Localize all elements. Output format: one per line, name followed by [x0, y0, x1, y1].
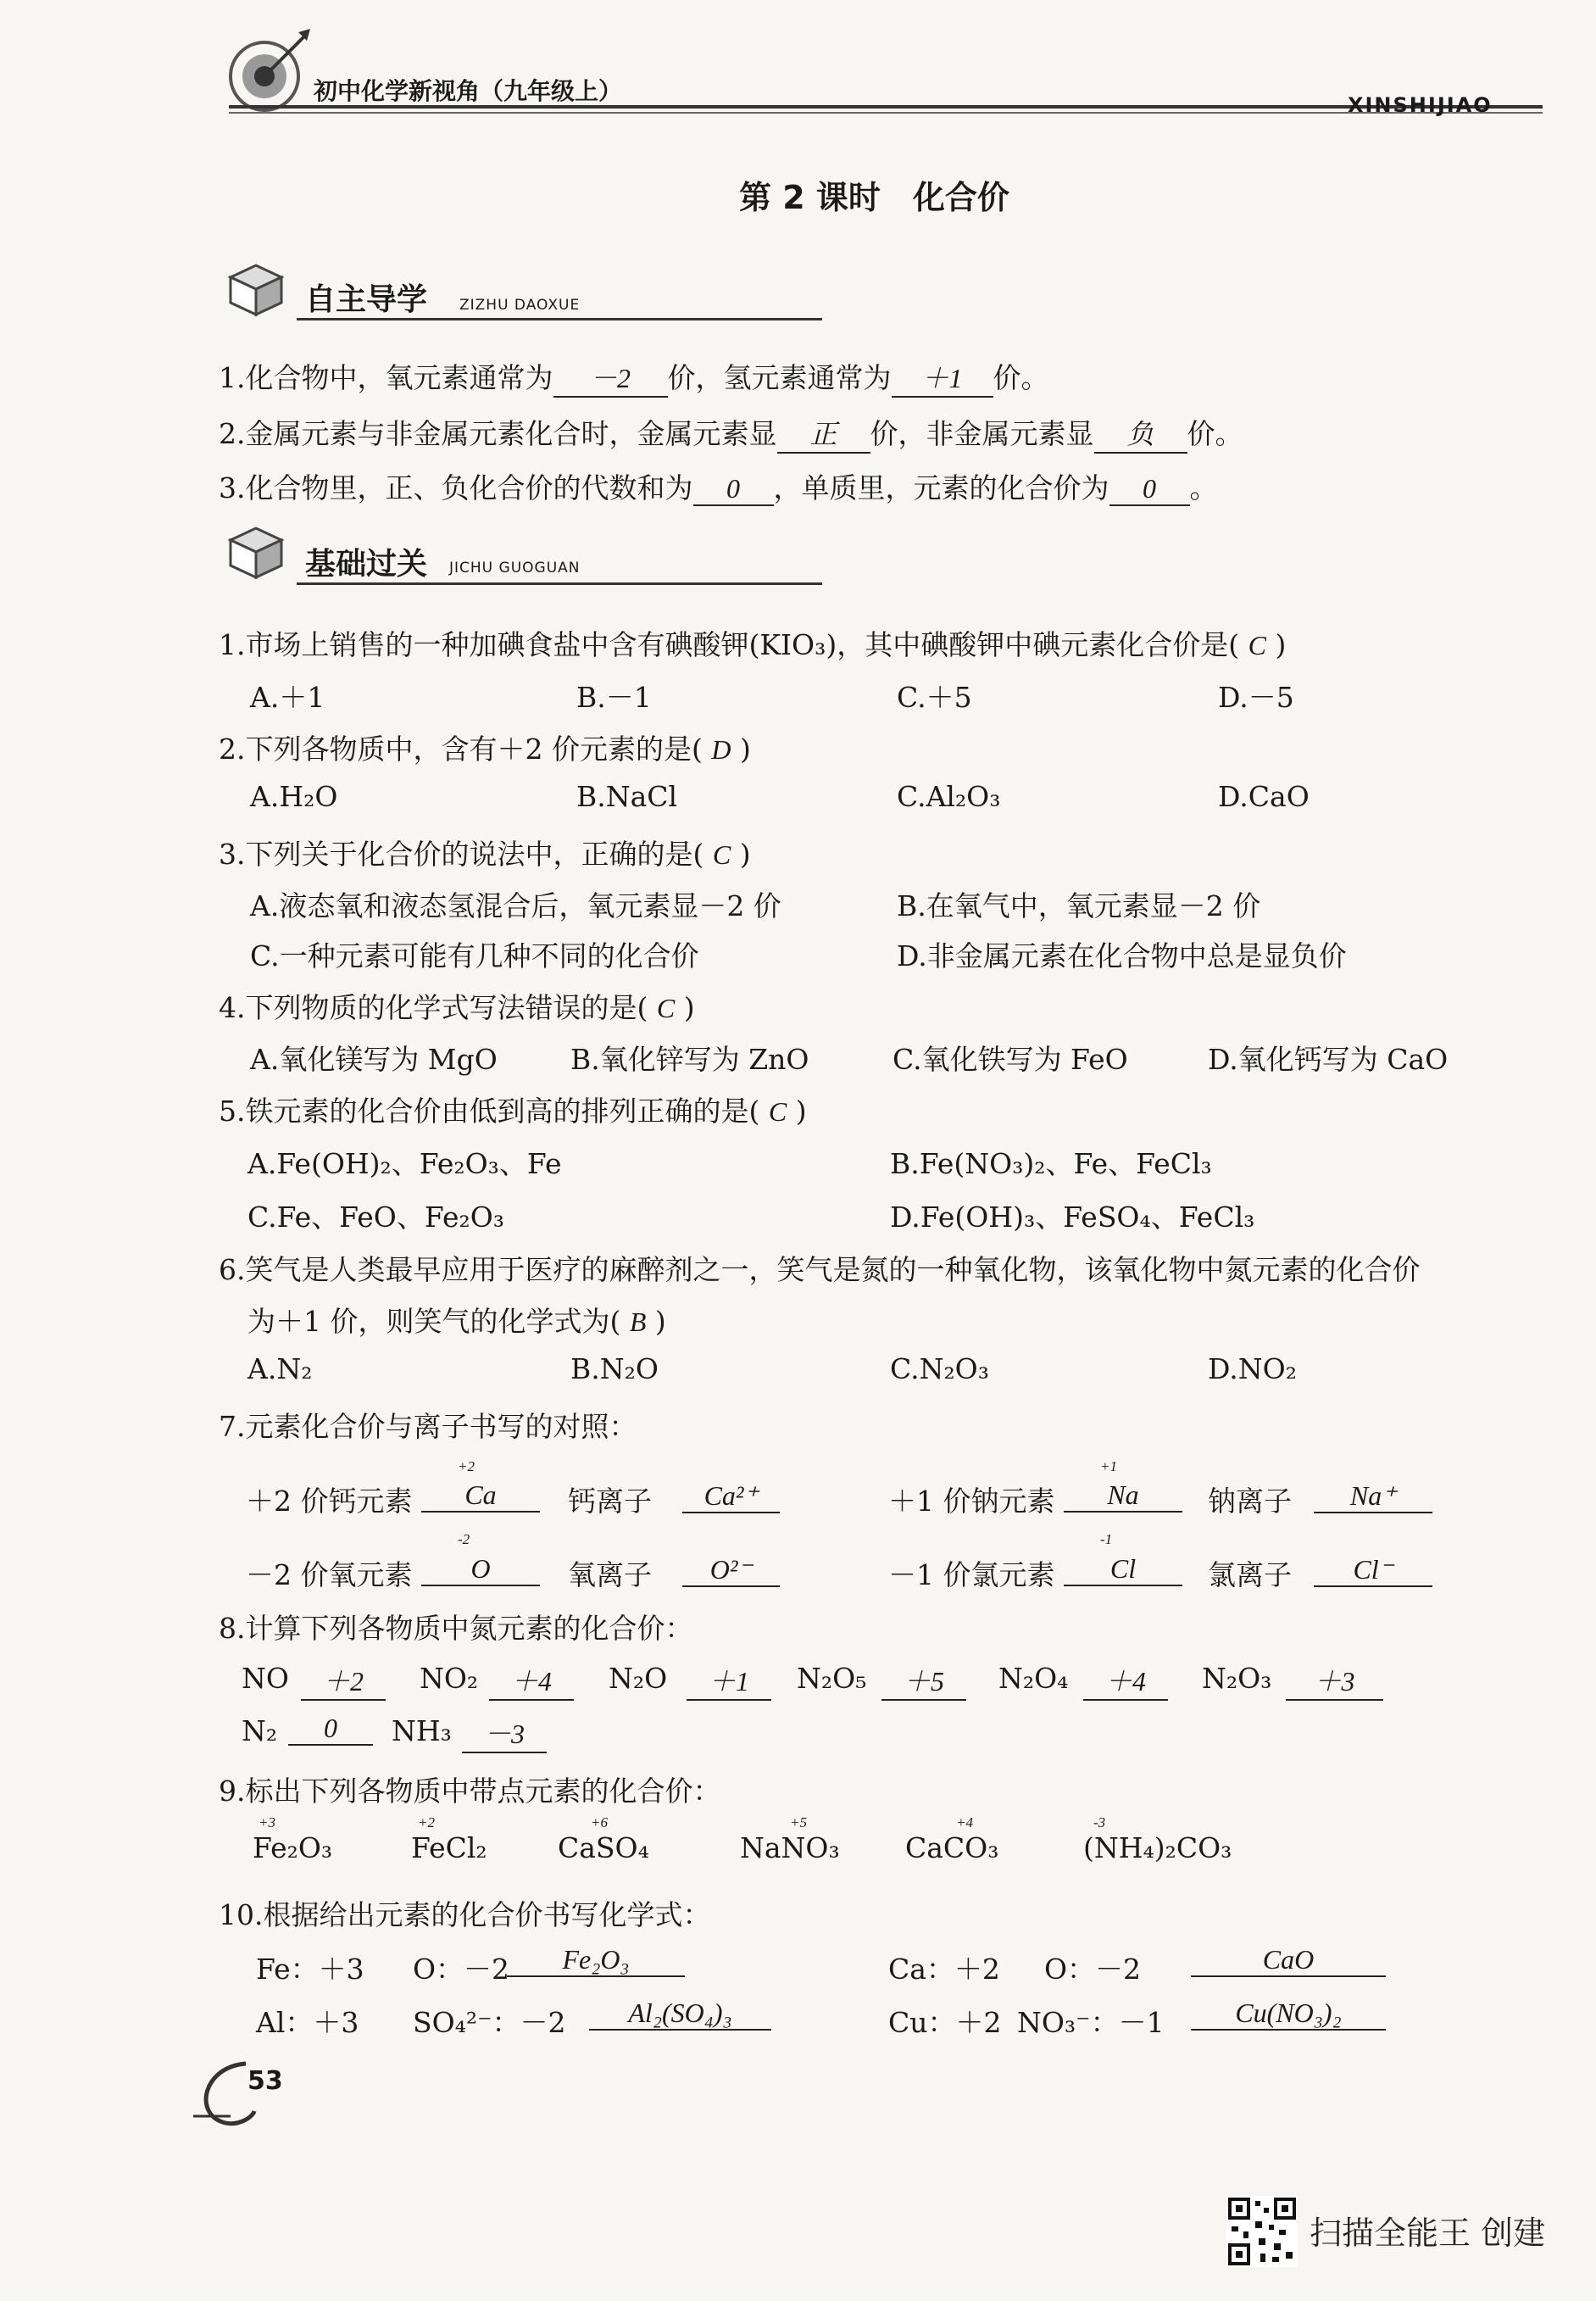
q2-option-a[interactable]: A.H₂O — [250, 780, 338, 813]
q9-formula: FeCl₂ — [411, 1831, 487, 1864]
q6-stem-line2: 为＋1 价，则笑气的化学式为( B ) — [247, 1305, 666, 1338]
q10-given-a: Al：＋3 — [256, 2006, 359, 2039]
q2-stem: 2.下列各物质中，含有＋2 价元素的是( D ) — [219, 733, 751, 766]
valence-mark: +2 — [418, 1814, 435, 1830]
q8-formula: N₂O₃ — [1202, 1662, 1272, 1695]
q10-given-b: SO₄²⁻：－2 — [413, 2006, 566, 2039]
q5-option-a[interactable]: A.Fe(OH)₂、Fe₂O₃、Fe — [247, 1147, 562, 1180]
section2-subtitle: JICHU GUOGUAN — [449, 560, 581, 577]
q5-option-c[interactable]: C.Fe、FeO、Fe₂O₃ — [247, 1201, 504, 1234]
q10-given-a: Cu：＋2 — [888, 2006, 1002, 2039]
q1-stem: 1.市场上销售的一种加碘食盐中含有碘酸钾(KIO₃)，其中碘酸钾中碘元素化合价是( C ) — [219, 628, 1287, 661]
qr-code-icon — [1226, 2196, 1298, 2267]
q3-option-b[interactable]: B.在氧气中，氧元素显－2 价 — [897, 889, 1261, 922]
q10-given-a: Ca：＋2 — [888, 1953, 1000, 1986]
answer-blank[interactable]: ＋2 — [301, 1660, 386, 1701]
q3-option-a[interactable]: A.液态氧和液态氢混合后，氧元素显－2 价 — [250, 889, 781, 922]
s1-item-1: 1.化合物中，氧元素通常为 －2 价，氢元素通常为 ＋1 价。 — [219, 356, 1049, 398]
answer-blank[interactable]: O — [421, 1553, 540, 1586]
q1-option-d[interactable]: D.－5 — [1218, 681, 1294, 714]
answer-blank[interactable]: －3 — [462, 1713, 547, 1753]
answer-blank[interactable]: Cu(NO₃)₂ — [1191, 1997, 1386, 2031]
q10-given-b: NO₃⁻：－1 — [1017, 2006, 1165, 2039]
q4-stem: 4.下列物质的化学式写法错误的是( C ) — [219, 991, 695, 1024]
q1-option-c[interactable]: C.＋5 — [897, 681, 972, 714]
answer-blank[interactable]: 0 — [288, 1713, 373, 1746]
section2-rule — [297, 582, 822, 585]
answer-blank[interactable]: Na — [1064, 1479, 1182, 1513]
s1-item-2: 2.金属元素与非金属元素化合时，金属元素显 正 价，非金属元素显 负 价。 — [219, 412, 1243, 454]
q8-formula: NH₃ — [392, 1714, 452, 1747]
answer-blank[interactable]: Ca — [421, 1479, 540, 1513]
q7-label: ＋2 价钙元素 — [246, 1485, 413, 1518]
answer-blank[interactable]: Cl — [1064, 1553, 1182, 1586]
q6-option-a[interactable]: A.N₂ — [247, 1352, 313, 1385]
scanner-watermark: 扫描全能王 创建 — [1310, 2215, 1546, 2252]
q7-label: 氯离子 — [1208, 1558, 1292, 1591]
answer-blank[interactable]: Fe₂O₃ — [507, 1944, 685, 1977]
q10-given-a: Fe：＋3 — [256, 1953, 364, 1986]
book-title: 初中化学新视角（九年级上） — [314, 77, 623, 105]
answer-blank[interactable]: 0 — [1109, 473, 1190, 506]
answer-blank[interactable]: ＋3 — [1286, 1660, 1383, 1701]
answer-blank[interactable]: Na⁺ — [1314, 1479, 1432, 1513]
cube-icon — [222, 521, 286, 581]
answer-blank[interactable]: 负 — [1094, 413, 1187, 454]
q7-label: －2 价氧元素 — [246, 1558, 413, 1591]
q8-formula: NO — [242, 1662, 289, 1695]
q7-label: ＋1 价钠元素 — [888, 1485, 1055, 1518]
q1-option-b[interactable]: B.－1 — [576, 681, 652, 714]
valence-mark: -2 — [458, 1531, 470, 1547]
cube-icon — [222, 259, 286, 318]
q7-label: 钙离子 — [568, 1485, 652, 1518]
q3-stem: 3.下列关于化合价的说法中，正确的是( C ) — [219, 838, 751, 871]
q9-formula: NaNO₃ — [740, 1831, 840, 1864]
answer-blank[interactable]: 0 — [693, 473, 774, 506]
q8-formula: N₂O₄ — [998, 1662, 1069, 1695]
answer-blank[interactable]: ＋1 — [687, 1660, 771, 1701]
valence-mark: +2 — [458, 1458, 475, 1474]
q5-option-b[interactable]: B.Fe(NO₃)₂、Fe、FeCl₃ — [890, 1147, 1212, 1180]
valence-mark: +5 — [790, 1814, 807, 1830]
section2-title: 基础过关 — [305, 547, 428, 582]
valence-mark: +3 — [259, 1814, 275, 1830]
q4-option-a[interactable]: A.氧化镁写为 MgO — [250, 1043, 498, 1076]
q5-stem: 5.铁元素的化合价由低到高的排列正确的是( C ) — [219, 1095, 807, 1128]
q2-option-c[interactable]: C.Al₂O₃ — [897, 780, 1001, 813]
q9-formula: CaCO₃ — [905, 1831, 999, 1864]
header-rule — [229, 105, 1543, 109]
q8-formula: NO₂ — [420, 1662, 479, 1695]
q10-stem: 10.根据给出元素的化合价书写化学式： — [219, 1898, 711, 1931]
q2-option-b[interactable]: B.NaCl — [576, 780, 678, 813]
q9-formula: (NH₄)₂CO₃ — [1083, 1831, 1232, 1864]
q7-stem: 7.元素化合价与离子书写的对照： — [219, 1410, 637, 1443]
q8-formula: N₂ — [242, 1714, 278, 1747]
q4-option-c[interactable]: C.氧化铁写为 FeO — [893, 1043, 1128, 1076]
q3-option-c[interactable]: C.一种元素可能有几种不同的化合价 — [250, 939, 699, 972]
answer-blank[interactable]: Ca²⁺ — [682, 1479, 780, 1513]
q9-formula: Fe₂O₃ — [253, 1831, 333, 1864]
answer-blank[interactable]: ＋4 — [489, 1660, 574, 1701]
answer-blank[interactable]: ＋5 — [881, 1660, 966, 1701]
brand-text: XINSHIJIAO — [1348, 93, 1493, 117]
lesson-title: 第 2 课时 化合价 — [739, 179, 1009, 216]
q6-option-b[interactable]: B.N₂O — [570, 1352, 659, 1385]
answer-blank[interactable]: －2 — [553, 357, 668, 398]
q10-given-b: O：－2 — [1044, 1953, 1142, 1986]
page-number: 53 — [247, 2066, 283, 2096]
q6-stem-line1: 6.笑气是人类最早应用于医疗的麻醉剂之一，笑气是氮的一种氧化物，该氧化物中氮元素的化合价 — [219, 1253, 1421, 1286]
q10-given-b: O：－2 — [413, 1953, 510, 1986]
valence-mark: +6 — [591, 1814, 608, 1830]
q6-option-c[interactable]: C.N₂O₃ — [890, 1352, 989, 1385]
q6-option-d[interactable]: D.NO₂ — [1208, 1352, 1297, 1385]
answer-blank[interactable]: 正 — [777, 413, 870, 454]
q8-formula: N₂O₅ — [797, 1662, 867, 1695]
answer-blank[interactable]: O²⁻ — [682, 1553, 780, 1587]
q4-option-d[interactable]: D.氧化钙写为 CaO — [1208, 1043, 1449, 1076]
answer-blank[interactable]: ＋1 — [892, 357, 993, 398]
section1-rule — [297, 318, 822, 320]
answer-blank[interactable]: ＋4 — [1083, 1660, 1168, 1701]
q7-label: 钠离子 — [1208, 1485, 1292, 1518]
answer-blank[interactable]: Al₂(SO₄)₃ — [589, 1997, 771, 2031]
q4-option-b[interactable]: B.氧化锌写为 ZnO — [570, 1043, 809, 1076]
q2-option-d[interactable]: D.CaO — [1218, 780, 1310, 813]
q9-formula: CaSO₄ — [558, 1831, 649, 1864]
valence-mark: +4 — [956, 1814, 973, 1830]
section1-subtitle: ZIZHU DAOXUE — [459, 297, 581, 314]
section1-title: 自主导学 — [305, 282, 428, 317]
q1-option-a[interactable]: A.＋1 — [250, 681, 325, 714]
header-rule-thin — [229, 112, 1543, 114]
q8-formula: N₂O — [609, 1662, 668, 1695]
valence-mark: +1 — [1100, 1458, 1117, 1474]
answer-blank[interactable]: CaO — [1191, 1944, 1386, 1977]
q5-option-d[interactable]: D.Fe(OH)₃、FeSO₄、FeCl₃ — [890, 1201, 1255, 1234]
q3-option-d[interactable]: D.非金属元素在化合物中总是显负价 — [897, 939, 1347, 972]
q7-label: －1 价氯元素 — [888, 1558, 1055, 1591]
q7-label: 氧离子 — [568, 1558, 652, 1591]
valence-mark: -1 — [1100, 1531, 1113, 1547]
q9-stem: 9.标出下列各物质中带点元素的化合价： — [219, 1774, 721, 1808]
s1-item-3: 3.化合物里，正、负化合价的代数和为 0 ，单质里，元素的化合价为 0 。 — [219, 471, 1218, 504]
answer-blank[interactable]: Cl⁻ — [1314, 1553, 1432, 1587]
q8-stem: 8.计算下列各物质中氮元素的化合价： — [219, 1612, 693, 1645]
valence-mark: -3 — [1093, 1814, 1106, 1830]
